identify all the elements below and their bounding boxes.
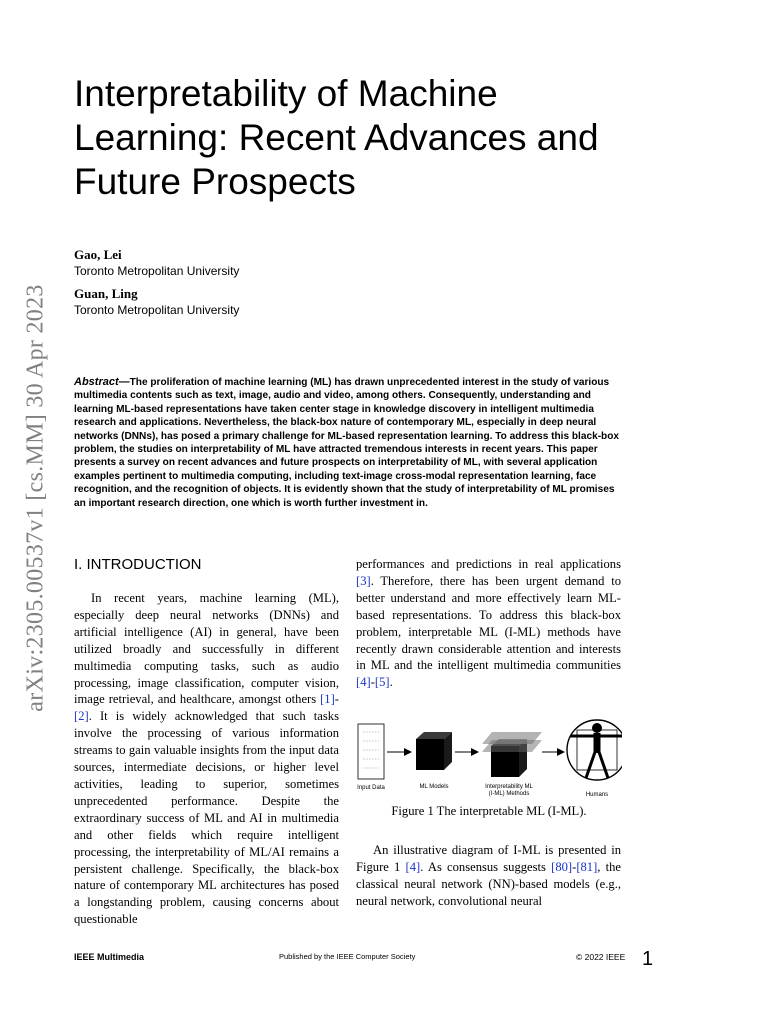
intro-paragraph-continued <box>356 556 621 691</box>
figure-label-methods <box>480 784 538 798</box>
citation-link[interactable]: [4] <box>405 859 421 874</box>
body-text: . Therefore, there has been urgent demand to better understand and more effectively learn ML-based representations. To address this black-box problem, interpretable ML (I-ML) methods have recently drawn considerable attention and interests in ML and the intelligent multimedia communities <box>356 573 621 673</box>
footer-publisher: Published by the IEEE Computer Society <box>279 952 416 961</box>
body-text: performances and predictions in real applications <box>356 557 621 571</box>
author-affiliation: Toronto Metropolitan University <box>74 264 240 278</box>
arxiv-sidebar <box>0 258 72 738</box>
intro-paragraph-1 <box>74 590 339 928</box>
body-text: . It is widely acknowledged that such tasks involve the processing of various information streams to gain valuable insights from the input data sources, intermediate decisions, or higher level activities, leading to superior, sometimes unprecedented performance. Despite the extraordinary success of ML and AI in multimedia and other fields which require intelligent processing, the interpretability of ML/AI remains a persistent challenge. Specifically, the black-box nature of contemporary ML architectures has posed a longstanding problem, causing concerns about questionable <box>74 709 339 927</box>
citation-link[interactable]: [5] <box>374 675 390 690</box>
page-number: 1 <box>642 948 654 970</box>
author-name: Guan, Ling <box>74 286 138 301</box>
body-text: - <box>572 859 577 874</box>
figure-1 <box>356 706 622 806</box>
author-block-2 <box>74 286 239 318</box>
citation-link[interactable]: [81] <box>576 859 598 874</box>
human-figure-icon <box>567 720 622 780</box>
figure-label-methods-line1: Interpretability ML <box>485 784 533 790</box>
body-text: In recent years, machine learning (ML), especially deep neural networks (DNNs) and artificial intelligence (AI) in general, have been utilized broadly and successfully in different multimedia computing tasks, such as audio processing, image classification, computer vision, image retrieval, and healthcare, amongst others <box>74 591 339 707</box>
ml-model-cube-icon <box>416 732 452 770</box>
body-text: An illustrative diagram of I-ML is presented in Figure 1 <box>356 843 621 874</box>
citation-link[interactable]: [80] <box>551 859 573 874</box>
footer-copyright: © 2022 IEEE <box>576 952 626 962</box>
author-name: Gao, Lei <box>74 247 122 262</box>
author-block-1 <box>74 247 239 279</box>
citation-link[interactable]: [2] <box>74 709 89 724</box>
body-text: - <box>334 692 339 707</box>
arxiv-identifier: arXiv:2305.00537v1 [cs.MM] 30 Apr 2023 <box>22 284 49 712</box>
citation-link[interactable]: [1] <box>320 692 335 707</box>
figure-label-input: Input Data <box>357 785 385 791</box>
figure-label-methods-line2: (I-ML) Methods <box>488 791 530 797</box>
citation-link[interactable]: [4] <box>356 675 371 690</box>
figure-label-humans: Humans <box>585 792 609 798</box>
right-column-top <box>356 556 621 691</box>
section-heading: I. INTRODUCTION <box>74 556 202 573</box>
body-text: , the classical neural network (NN)-based models (e.g., neural network, convolutional neural <box>356 859 622 908</box>
figure-caption: Figure 1 The interpretable ML (I-ML). <box>391 804 587 818</box>
body-text: . As consensus suggests <box>420 859 552 874</box>
author-affiliation: Toronto Metropolitan University <box>74 303 240 317</box>
abstract-label: Abstract— <box>74 376 130 388</box>
paper-title: Interpretability of Machine Learning: Recent Advances and Future Prospects <box>74 73 599 202</box>
figure-label-models: ML Models <box>419 784 449 790</box>
left-column <box>74 590 339 928</box>
input-data-icon <box>358 724 384 779</box>
intro-paragraph-2 <box>356 842 621 910</box>
body-text: - <box>370 675 375 690</box>
footer-journal: IEEE Multimedia <box>74 952 145 962</box>
abstract <box>74 376 622 510</box>
abstract-text: The proliferation of machine learning (ML) has drawn unprecedented interest in the study of various multimedia contents such as text, image, audio and video, among others. Consequently, understanding and learning ML-based representations have taken center stage in knowledge discovery in intelligent multimedia research and applications. Nevertheless, the black-box nature of contemporary ML, especially in deep neural networks (DNNs), has posed a primary challenge for ML-based representation learning. To address this black-box problem, the studies on interpretability of ML have attracted tremendous interests in recent years. This paper presents a survey on recent advances and future prospects on interpretability of ML, with several application examples pertinent to multimedia computing, including text-image cross-modal representation learning, face recognition, and the recognition of objects. It is evidently shown that the study of interpretability of ML promises an important research direction, one which is worth further investment in. <box>74 377 620 509</box>
body-text: . <box>389 675 393 690</box>
right-column-bottom <box>356 842 621 910</box>
iml-methods-icon <box>482 732 542 777</box>
citation-link[interactable]: [3] <box>356 573 371 588</box>
